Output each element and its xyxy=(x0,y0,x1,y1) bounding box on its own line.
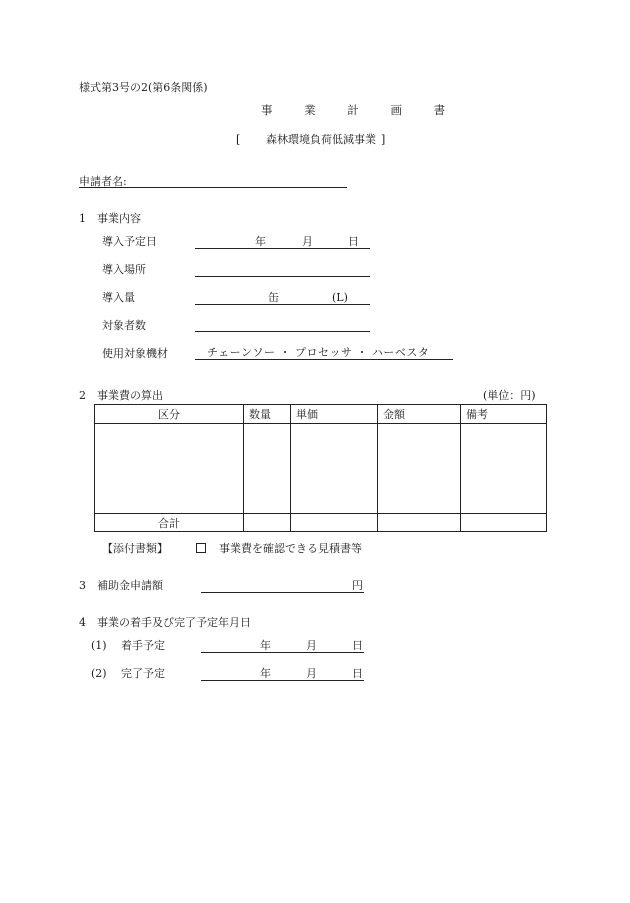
column-header-category: 区分 xyxy=(95,405,244,424)
completion-day: 日 xyxy=(352,667,363,680)
section3-heading: 3 補助金申請額 xyxy=(79,579,163,592)
install-place-underline xyxy=(195,276,370,277)
install-date-label: 導入予定日 xyxy=(102,235,157,248)
install-amount-underline xyxy=(195,304,370,305)
column-header-quantity: 数量 xyxy=(244,405,291,424)
install-amount-unit-can: 缶 xyxy=(268,291,279,304)
unit-note: (単位：円) xyxy=(483,389,536,402)
total-amount-cell[interactable] xyxy=(378,514,461,532)
completion-month: 月 xyxy=(306,667,317,680)
install-date-year: 年 xyxy=(255,235,266,248)
equipment-label: 使用対象機材 xyxy=(102,347,168,360)
subtitle-project-name: 森林環境負荷低減事業 xyxy=(266,133,376,146)
grant-amount-underline xyxy=(201,592,364,593)
attachment-item: 事業費を確認できる見積書等 xyxy=(219,542,362,555)
checkbox-icon xyxy=(196,543,206,553)
quantity-cell[interactable] xyxy=(244,424,291,514)
target-count-label: 対象者数 xyxy=(102,319,146,332)
subtitle-bracket-close: ] xyxy=(381,133,386,146)
completion-number: (2) xyxy=(91,667,107,680)
applicant-label: 申請者名: xyxy=(79,175,127,188)
equipment-value: チェーンソー ・ プロセッサ ・ ハーベスタ xyxy=(207,346,430,359)
attachment-checkbox[interactable] xyxy=(196,543,206,554)
cost-table xyxy=(94,404,547,532)
install-date-day: 日 xyxy=(348,235,359,248)
grant-amount-unit: 円 xyxy=(352,579,363,592)
start-year: 年 xyxy=(260,639,271,652)
install-place-label: 導入場所 xyxy=(102,263,146,276)
section4-heading: 4 事業の着手及び完了予定年月日 xyxy=(79,616,251,629)
start-month: 月 xyxy=(306,639,317,652)
applicant-underline xyxy=(79,187,347,188)
completion-label: 完了予定 xyxy=(121,667,165,680)
section1-heading: 1 事業内容 xyxy=(79,212,141,225)
install-amount-label: 導入量 xyxy=(102,291,135,304)
cost-table-header-row xyxy=(95,405,547,424)
start-date-underline xyxy=(201,652,364,653)
total-label: 合計 xyxy=(95,514,244,532)
column-header-amount: 金額 xyxy=(378,405,461,424)
start-label: 着手予定 xyxy=(121,639,165,652)
column-header-remarks: 備考 xyxy=(461,405,547,424)
completion-date-underline xyxy=(201,680,364,681)
remarks-cell[interactable] xyxy=(461,424,547,514)
unit-price-cell[interactable] xyxy=(291,424,378,514)
start-day: 日 xyxy=(352,639,363,652)
install-amount-unit-liter: (L) xyxy=(332,291,348,304)
column-header-unit-price: 単価 xyxy=(291,405,378,424)
amount-cell[interactable] xyxy=(378,424,461,514)
cost-table-body-row xyxy=(95,424,547,514)
target-count-underline xyxy=(195,331,370,332)
start-number: (1) xyxy=(91,639,107,652)
total-remarks-cell[interactable] xyxy=(461,514,547,532)
cost-table-total-row xyxy=(95,514,547,532)
completion-year: 年 xyxy=(260,667,271,680)
category-cell[interactable] xyxy=(95,424,244,514)
section2-heading: 2 事業費の算出 xyxy=(79,389,163,402)
total-unit-price-cell[interactable] xyxy=(291,514,378,532)
equipment-underline xyxy=(195,359,453,360)
attachment-label: 【添付書類】 xyxy=(102,542,168,555)
total-quantity-cell[interactable] xyxy=(244,514,291,532)
install-date-month: 月 xyxy=(302,235,313,248)
install-date-underline xyxy=(195,248,370,249)
document-title: 事 業 計 画 書 xyxy=(261,103,460,117)
form-number: 様式第3号の2(第6条関係) xyxy=(79,81,208,94)
subtitle-bracket-open: [ xyxy=(236,133,241,146)
